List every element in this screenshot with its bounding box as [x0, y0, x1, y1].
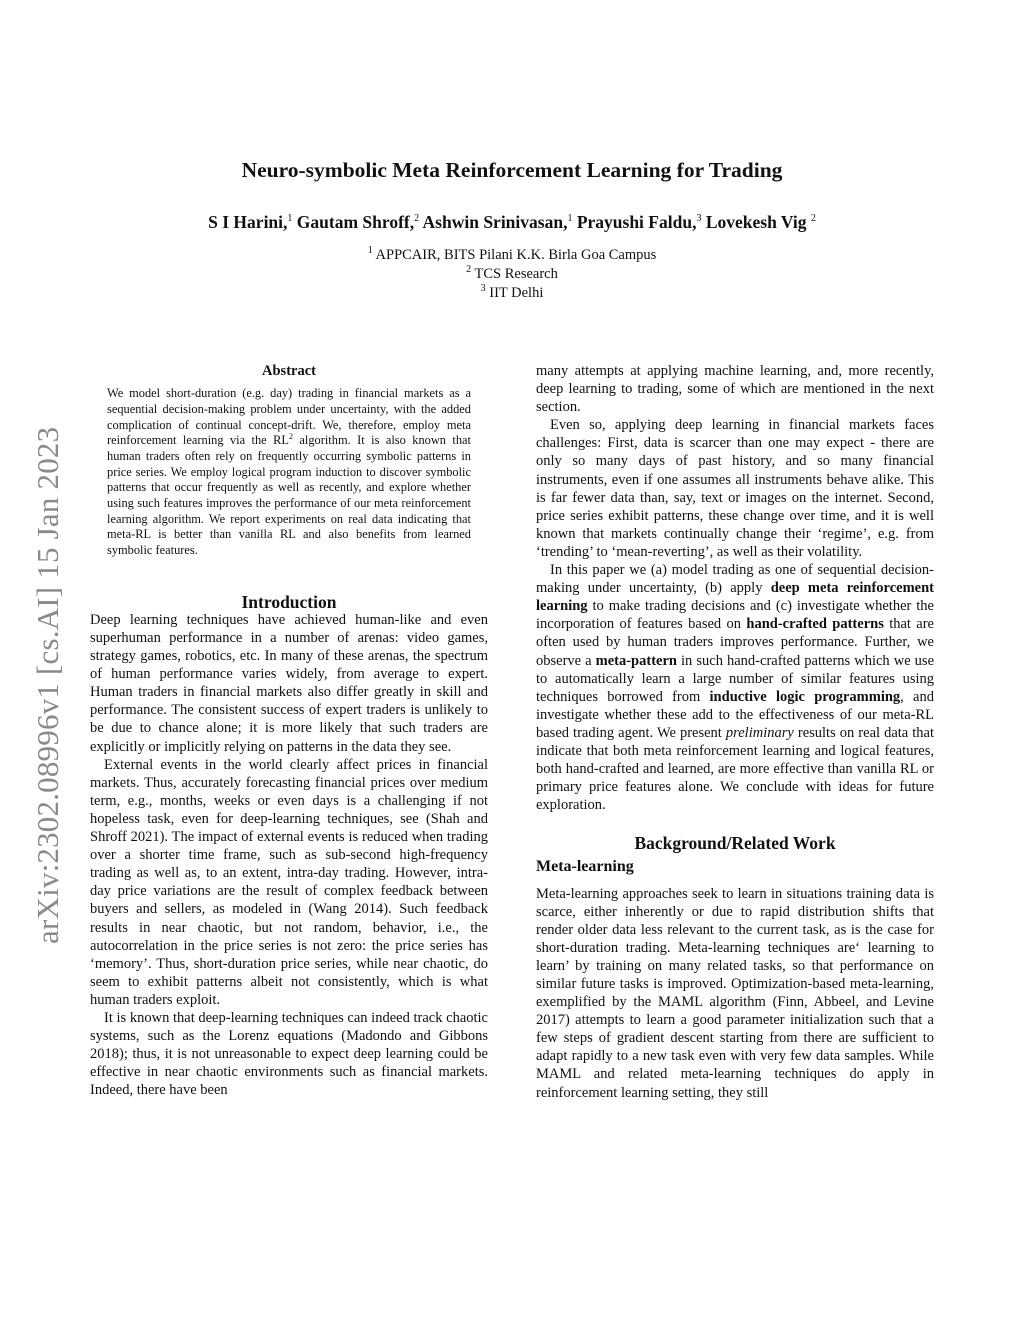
author: Prayushi Faldu,$^3$ [576, 212, 702, 232]
arxiv-stamp-text: arXiv:2302.08996v1 [cs.AI] 15 Jan 2023 [30, 426, 65, 944]
affiliation-list [0, 246, 1024, 303]
affiliation: $^2$ TCS Research [466, 264, 558, 282]
author: Gautam Shroff,$^2$ [296, 212, 420, 232]
background-heading: Background/Related Work [634, 833, 836, 854]
intro-paragraph-4: many attempts at applying machine learning, and, more recently, deep learning to trading, some of which are mentioned in the next section. [536, 363, 934, 416]
left-column [90, 362, 488, 1099]
intro-paragraph-3: It is known that deep-learning techniques can indeed track chaotic systems, such as the Lorenz equations (Madondo and Gibbons 2018); thus, it is not unreasonable to expect deep learning could be effective in near chaotic environments such as financial markets. Indeed, there have been [90, 1009, 488, 1099]
author: S I Harini,$^1$ [208, 212, 293, 232]
meta-learning-heading: Meta-learning [536, 858, 634, 876]
background-paragraph-1: Meta-learning approaches seek to learn in situations training data is scarce, either inherently or due to rapid distribution shifts that render older data less relevant to the current task, as is the case for short-duration trading. Meta-learning techniques are‘ learning to learn’ by training on many related tasks, so that performance on similar future tasks is improved. Optimization-based meta-learning, exemplified by the MAML algorithm (Finn, Abbeel, and Levine 2017) attempts to learn a good parameter initialization such that a few steps of gradient descent starting from there are sufficient to adapt rapidly to a new task even with very few data samples. While MAML and related meta-learning techniques do apply in reinforcement learning setting, they still [536, 885, 934, 1101]
arxiv-stamp [26, 372, 70, 944]
paper-title: Neuro-symbolic Meta Reinforcement Learning for Trading [241, 158, 783, 182]
author: Lovekesh Vig $^2$ [705, 212, 816, 232]
author: Ashwin Srinivasan,$^1$ [422, 212, 573, 232]
intro-paragraph-6: In this paper we (a) model trading as one of sequential decision-making under uncertainty, (b) apply deep meta reinforcement learning to make trading decisions and (c) investigate whether the incorporation of features based on hand-crafted patterns that are often used by human traders improves performance. Further, we observe a meta-pattern in such hand-crafted patterns which we use to automatically learn a large number of similar features using techniques borrowed from inductive logic programming, and investigate whether these add to the effectiveness of our meta-RL based trading agent. We present preliminary results on real data that indicate that both meta reinforcement learning and logical features, both hand-crafted and learned, are more effective than vanilla RL or primary price features alone. We conclude with ideas for future exploration. [536, 562, 935, 814]
right-column [536, 362, 934, 1102]
intro-paragraph-5: Even so, applying deep learning in financial markets faces challenges: First, data is scarcer than one may expect - there are only so many days of past history, and so many financial instruments, even if one assumes all instruments behave alike. This is far fewer data than, say, text or images on the internet. Second, price series exhibit patterns, these change over time, and it is well known that markets continually change their ‘regime’, e.g. from ‘trending’ to ‘mean-reverting’, as well as their volatility. [536, 417, 934, 560]
affiliation: $^3$ IIT Delhi [480, 283, 544, 301]
abstract-text: We model short-duration (e.g. day) trading in financial markets as a sequential decision-making problem under uncertainty, with the added complication of continual concept-drift. We, therefore, employ meta reinforcement learning via the $RL^2$ algorithm. It is also known that human traders often rely on frequently occurring symbolic patterns in price series. We employ logical program induction to discover symbolic patterns that occur frequently as well as recently, and explore whether using such features improves the performance of our meta reinforcement learning algorithm. We report experiments on real data indicating that meta-RL is better than vanilla RL and also benefits from learned symbolic features. [107, 386, 471, 558]
intro-paragraph-1: Deep learning techniques have achieved human-like and even superhuman performance in a number of arenas: video games, strategy games, robotics, etc. In many of these arenas, the spectrum of human performance varies widely, from average to expert. Human traders in financial markets also differ greatly in skill and performance. The consistent success of expert traders is unlikely to be due to chance alone; it is more likely that such traders are explicitly or implicitly relying on patterns in the data they see. [90, 611, 488, 755]
author-list [0, 212, 1024, 233]
affiliation: $^1$ APPCAIR, BITS Pilani K.K. Birla Goa Campus [367, 245, 657, 263]
abstract-heading: Abstract [262, 363, 316, 379]
intro-paragraph-2: External events in the world clearly affect prices in financial markets. Thus, accurately forecasting financial prices over medium term, e.g., months, weeks or even days is a challenging if not hopeless task, even for deep-learning techniques, see (Shah and Shroff 2021). The impact of external events is reduced when trading over a shorter time frame, such as sub-second high-frequency trading as well as, to an extent, intra-day trading. However, intra-day price variations are the result of complex feedback between buyers and sellers, as modeled in (Wang 2014). Such feedback results in near chaotic, but not random, behavior, i.e., the autocorrelation in the price series is not zero: the price series has ‘memory’. Thus, short-duration price series, while near chaotic, do seem to exhibit patterns albeit not consistently, which is what human traders exploit. [90, 756, 488, 1008]
introduction-heading: Introduction [241, 591, 337, 612]
